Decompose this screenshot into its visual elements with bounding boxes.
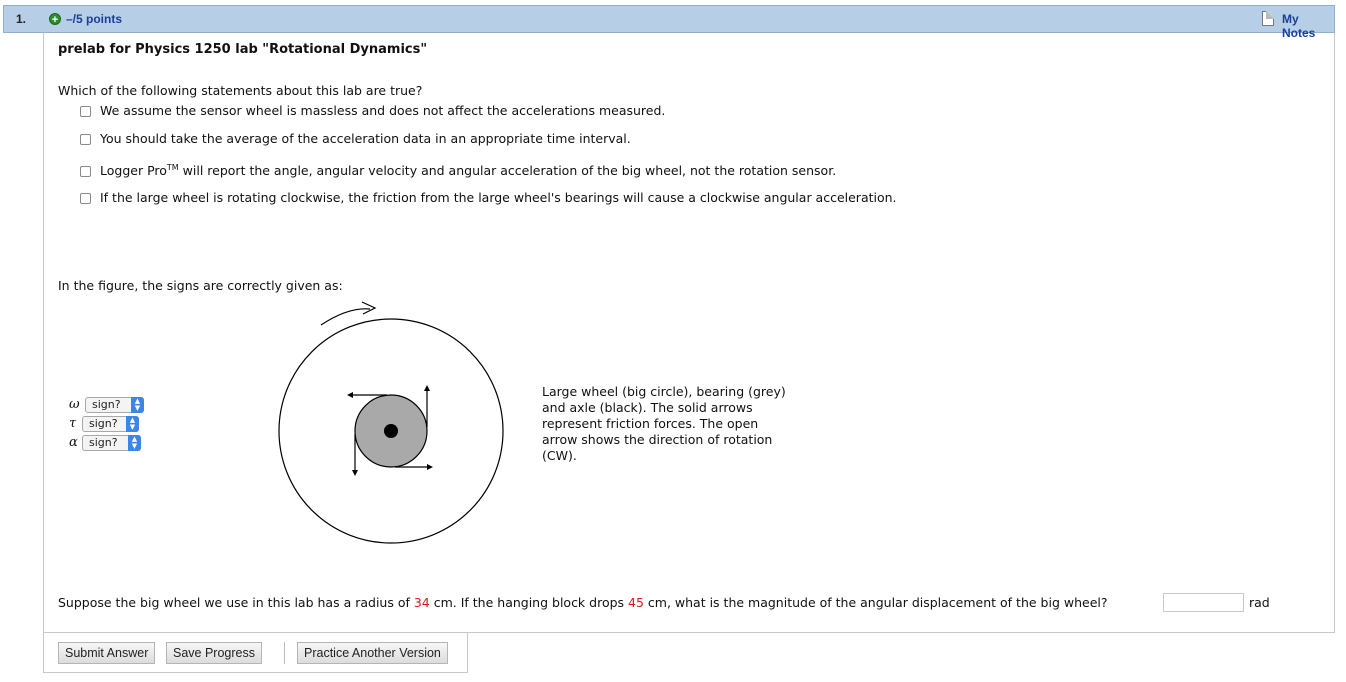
alpha-symbol: α [69, 435, 78, 450]
select-updown-icon: ▲ ▼ [126, 416, 139, 432]
expand-plus-icon[interactable]: + [49, 13, 61, 25]
figure-caption: Large wheel (big circle), bearing (grey) and axle (black). The solid arrows represent friction forces. The open arrow shows the direction of rotation (CW). [542, 384, 786, 463]
omega-sign-select[interactable] [85, 397, 144, 413]
axle-dot [384, 424, 398, 438]
radius-value: 34 [413, 595, 430, 610]
option-4-label: If the large wheel is rotating clockwise, the friction from the large wheel's bearings will cause a clockwise angular acceleration. [100, 190, 897, 205]
save-progress-button[interactable]: Save Progress [166, 642, 262, 664]
option-3-checkbox[interactable] [80, 166, 91, 177]
question-body-frame [43, 33, 1335, 633]
option-2-label: You should take the average of the acceleration data in an appropriate time interval. [100, 131, 631, 146]
part3-question [58, 595, 1108, 610]
option-1-label: We assume the sensor wheel is massless and does not affect the accelerations measured. [100, 103, 666, 118]
option-3-text-after: will report the angle, angular velocity and angular acceleration of the big wheel, not the rotation sensor. [178, 163, 837, 178]
trademark-superscript: TM [166, 162, 179, 172]
alpha-sign-select[interactable] [82, 435, 141, 451]
practice-another-version-button[interactable]: Practice Another Version [297, 642, 448, 664]
part2-prompt: In the figure, the signs are correctly given as: [58, 278, 343, 293]
tau-select-value: sign? [89, 417, 118, 430]
omega-symbol: ω [69, 397, 80, 412]
select-updown-icon: ▲ ▼ [131, 397, 144, 413]
part1-prompt: Which of the following statements about this lab are true? [58, 83, 423, 98]
my-notes-link[interactable]: My Notes [1282, 12, 1316, 40]
option-1-checkbox[interactable] [80, 106, 91, 117]
unit-label: rad [1249, 595, 1270, 610]
drop-value: 45 [628, 595, 644, 610]
question-header [3, 5, 1335, 40]
option-4-checkbox[interactable] [80, 193, 91, 204]
part3-text-2: cm. If the hanging block drops [429, 595, 629, 610]
part3-text-3: cm, what is the magnitude of the angular displacement of the big wheel? [643, 595, 1108, 610]
option-2-checkbox[interactable] [80, 134, 91, 145]
question-title: prelab for Physics 1250 lab "Rotational Dynamics" [58, 42, 428, 57]
points-label: –/5 points [66, 12, 123, 26]
rotation-arrowhead [362, 302, 375, 314]
submit-answer-button[interactable]: Submit Answer [58, 642, 155, 664]
omega-select-value: sign? [92, 398, 121, 411]
tau-symbol: τ [69, 416, 77, 431]
angular-displacement-input[interactable] [1163, 593, 1244, 612]
tau-sign-select[interactable] [82, 416, 139, 432]
notes-page-icon[interactable] [1262, 11, 1274, 26]
part3-text-1: Suppose the big wheel we use in this lab has a radius of [58, 595, 414, 610]
alpha-select-value: sign? [89, 436, 118, 449]
option-3-label [100, 163, 836, 178]
question-number: 1. [16, 12, 27, 26]
option-3-text-before: Logger Pro [100, 163, 167, 178]
wheel-figure [270, 295, 515, 555]
select-updown-icon: ▲ ▼ [128, 435, 141, 451]
button-separator [284, 642, 285, 664]
